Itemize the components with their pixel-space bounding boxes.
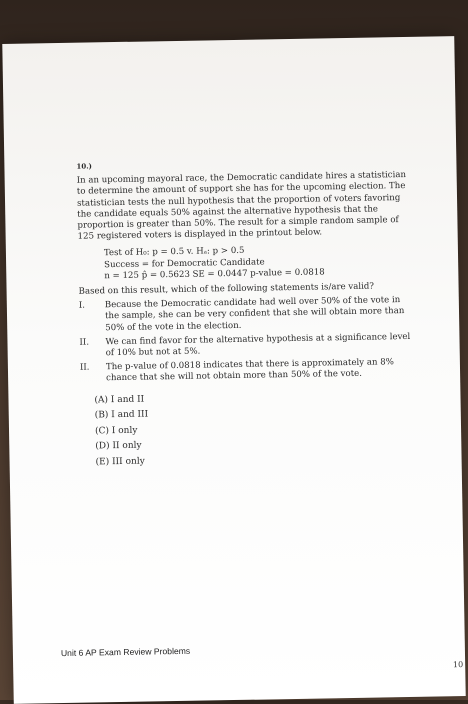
statement-1 bbox=[79, 295, 416, 334]
question-block bbox=[76, 155, 417, 471]
page-number: 10 bbox=[452, 660, 464, 670]
page-footer: Unit 6 AP Exam Review Problems bbox=[60, 645, 191, 659]
choice-d: (D) II only bbox=[95, 440, 142, 452]
printout-success: Success = for Democratic Candidate bbox=[104, 257, 265, 270]
question-prompt: Based on this result, which of the following statements is/are valid? bbox=[78, 281, 375, 297]
statistics-printout bbox=[104, 243, 415, 282]
question-text: In an upcoming mayoral race, the Democratic candidate hires a statistician to determine the amount of support she has for the upcoming election. The statistician tests the null hypothesis that the proportion of voters favoring the candidate equals 50% against the alternative hypothesis that the proportion is greater than 50%. The result for a simple random sample of 125 registered voters is displayed in the printout below. bbox=[76, 170, 407, 242]
statement-text: We can find favor for the alternative hypothesis at a significance level of 10% but not at 5%. bbox=[105, 331, 411, 359]
statement-text: The p-value of 0.0818 indicates that there is approximately an 8% chance that she will not obtain more than 50% of the vote. bbox=[105, 357, 394, 384]
statement-number: II. bbox=[79, 362, 90, 373]
choice-b: (B) I and III bbox=[94, 409, 149, 421]
printout-results: n = 125 p̂ = 0.5623 SE = 0.0447 p-value = 0.0818 bbox=[104, 267, 325, 282]
answer-choices bbox=[94, 387, 417, 470]
choice-a: (A) I and II bbox=[94, 394, 145, 406]
statement-number: II. bbox=[79, 337, 90, 348]
worksheet-page bbox=[2, 36, 465, 704]
choice-c: (C) I only bbox=[94, 425, 138, 437]
statement-text: Because the Democratic candidate had well over 50% of the vote in the sample, she can be very confident that she will obtain more than 50% of the vote in the election. bbox=[104, 295, 405, 333]
question-number: 10.) bbox=[76, 161, 92, 171]
statement-3 bbox=[80, 357, 416, 385]
statement-number: I. bbox=[78, 300, 86, 311]
choice-e: (E) III only bbox=[95, 456, 145, 468]
printout-hypotheses: Test of H₀: p = 0.5 v. Hₐ: p > 0.5 bbox=[103, 246, 245, 259]
statement-2 bbox=[79, 332, 415, 360]
